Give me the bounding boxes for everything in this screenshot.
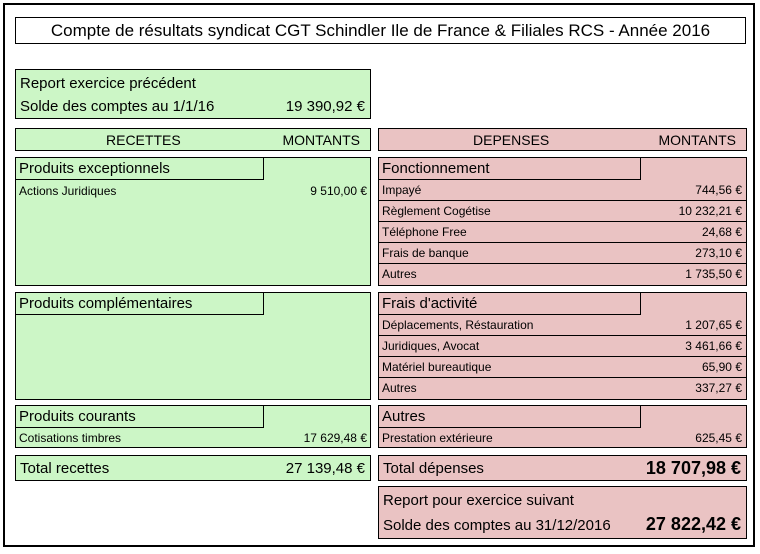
line-item-amount: 3 461,66 € (685, 339, 742, 353)
line-item-row (379, 222, 746, 243)
line-item-amount: 273,10 € (695, 246, 742, 260)
line-item-amount: 17 629,48 € (303, 431, 367, 445)
line-item-amount: 24,68 € (701, 225, 742, 239)
section-title-box (16, 406, 264, 428)
line-item-row (379, 357, 746, 378)
line-item-row (379, 315, 746, 336)
line-item-label: Impayé (382, 183, 422, 197)
line-item-label: Autres (382, 267, 417, 281)
document-title: Compte de résultats syndicat CGT Schindler Ile de France & Filiales RCS - Année 2016 (15, 17, 746, 44)
section-title: Produits complémentaires (19, 295, 193, 312)
section-title-box (16, 293, 264, 315)
depenses-header-label: DEPENSES (473, 132, 550, 148)
total-recettes-value: 27 139,48 € (285, 460, 365, 477)
recettes-header (15, 128, 371, 151)
total-depenses-label: Total dépenses (383, 460, 484, 477)
solde-fin-value: 27 822,42 € (645, 514, 741, 534)
line-item-label: Prestation extérieure (382, 431, 493, 445)
line-item-amount: 10 232,21 € (678, 204, 742, 218)
total-depenses-box (378, 455, 747, 481)
line-item-label: Téléphone Free (382, 225, 467, 239)
line-item-label: Juridiques, Avocat (382, 339, 480, 353)
line-item-row (379, 201, 746, 222)
total-depenses-value: 18 707,98 € (645, 458, 741, 478)
line-item-amount: 337,27 € (695, 381, 742, 395)
report-suivant-box (378, 486, 747, 539)
produits-complementaires-section (15, 292, 371, 400)
line-item-label: Cotisations timbres (19, 431, 122, 445)
frais-activite-section (378, 292, 747, 400)
depenses-header-amount: MONTANTS (658, 132, 736, 148)
line-item-amount: 1 735,50 € (685, 267, 742, 281)
line-item-label: Frais de banque (382, 246, 469, 260)
section-title-box (16, 158, 264, 180)
section-title-box (379, 158, 641, 180)
line-item-amount: 65,90 € (701, 360, 742, 374)
recettes-header-amount: MONTANTS (282, 132, 360, 148)
section-title: Produits exceptionnels (19, 160, 170, 177)
fonctionnement-section (378, 157, 747, 286)
line-item-row (379, 336, 746, 357)
line-item-row (379, 243, 746, 264)
line-item-amount: 1 207,65 € (685, 318, 742, 332)
total-recettes-box (15, 455, 371, 481)
recettes-header-label: RECETTES (106, 132, 181, 148)
line-item-row (379, 378, 746, 399)
solde-debut-value: 19 390,92 € (285, 98, 365, 115)
report-suivant-label: Report pour exercice suivant (383, 492, 574, 509)
section-title-box (379, 406, 641, 428)
produits-exceptionnels-section (15, 157, 371, 286)
line-item-label: Matériel bureautique (382, 360, 492, 374)
solde-debut-label: Solde des comptes au 1/1/16 (20, 98, 215, 115)
report-precedent-box (15, 69, 371, 119)
section-title-box (379, 293, 641, 315)
solde-fin-label: Solde des comptes au 31/12/2016 (383, 517, 611, 534)
section-title: Autres (382, 408, 426, 425)
line-item-label: Actions Juridiques (19, 184, 117, 198)
autres-depenses-section (378, 405, 747, 448)
report-precedent-label: Report exercice précédent (20, 75, 196, 92)
section-title: Produits courants (19, 408, 136, 425)
line-item-row (379, 264, 746, 285)
line-item-label: Déplacements, Réstauration (382, 318, 534, 332)
depenses-header (378, 128, 747, 151)
produits-courants-section (15, 405, 371, 448)
line-item-row (379, 180, 746, 201)
section-title: Frais d'activité (382, 295, 478, 312)
total-recettes-label: Total recettes (20, 460, 110, 477)
line-item-amount: 625,45 € (695, 431, 742, 445)
line-item-label: Autres (382, 381, 417, 395)
line-item-amount: 744,56 € (695, 183, 742, 197)
line-item-amount: 9 510,00 € (310, 184, 367, 198)
line-item-label: Règlement Cogétise (382, 204, 491, 218)
section-title: Fonctionnement (382, 160, 490, 177)
